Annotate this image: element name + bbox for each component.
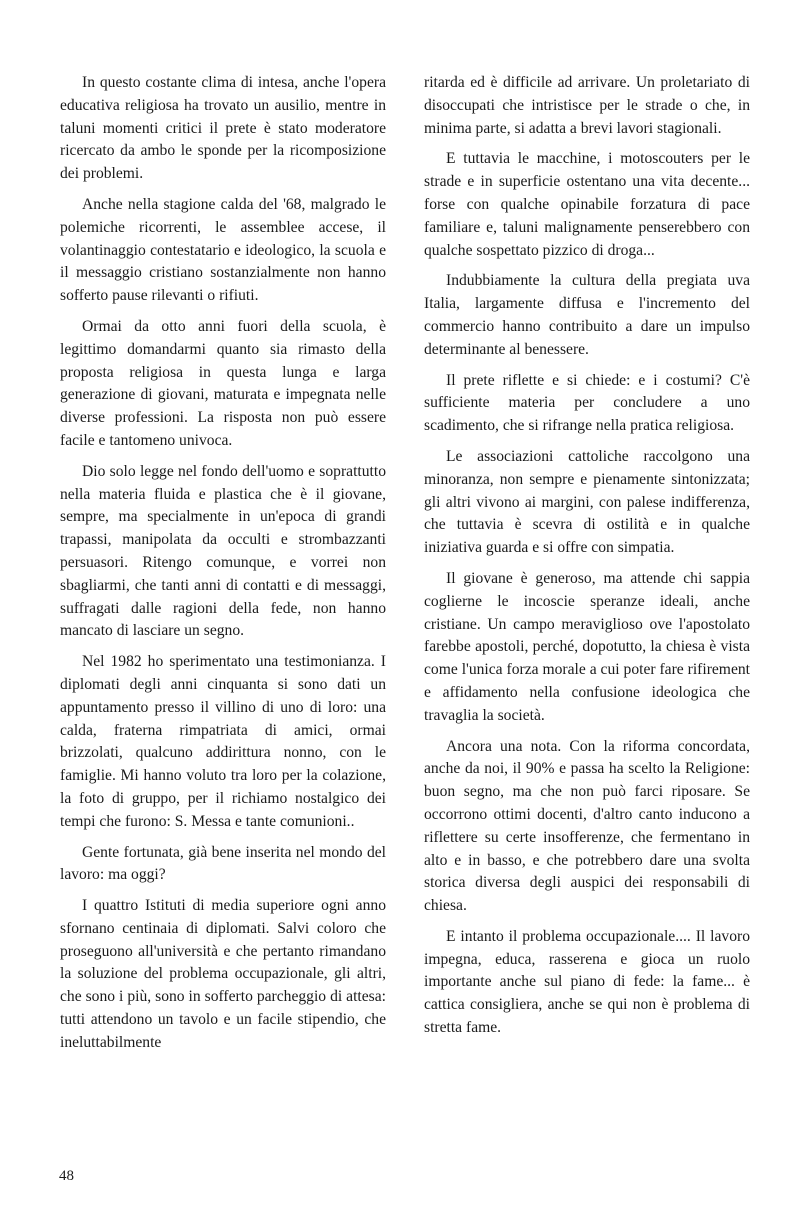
left-text-column	[60, 72, 386, 1063]
paragraph: Gente fortunata, già bene inserita nel mondo del lavoro: ma oggi?	[60, 843, 386, 884]
paragraph: E tuttavia le macchine, i motoscouters per le strade e in superficie ostentano una vita decente... forse con qualche opinabile forzatura di pace familiare e, taluni malignamente penserebbero con qualche sospettato pizzico di droga...	[424, 150, 750, 259]
paragraph: Ancora una nota. Con la riforma concordata, anche da noi, il 90% e passa ha scelto la Religione: buon segno, ma che non può farci riposare. Se occorrono ottimi docenti, d'altro canto inducono a riflettere su certe insofferenze, che fermentano in alto e in basso, e che potrebbero dare una svolta storica diversa degli auspici dei responsabili di chiesa.	[424, 737, 750, 915]
paragraph: Ormai da otto anni fuori della scuola, è legittimo domandarmi quanto sia rimasto della proposta religiosa in questa lunga e larga generazione di giovani, maturata e impegnata nelle diverse professioni. La risposta non può essere facile e tantomeno univoca.	[60, 317, 386, 449]
paragraph: In questo costante clima di intesa, anche l'opera educativa religiosa ha trovato un ausilio, mentre in taluni momenti critici il prete è stato moderatore ricercato da ambo le sponde per la ricomposizione dei problemi.	[60, 74, 386, 183]
right-text-column	[424, 72, 750, 1048]
paragraph: I quattro Istituti di media superiore ogni anno sfornano centinaia di diplomati. Salvi coloro che proseguono all'università e che pertanto rimandano la soluzione del problema occupazionale, gli altri, che sono i più, sono in sofferto parcheggio di attesa: tutti attendono un tavolo e un facile stipendio, che ineluttabilmente	[60, 897, 386, 1051]
page-number: 48	[59, 1168, 74, 1184]
paragraph: Il prete riflette e si chiede: e i costumi? C'è sufficiente materia per concludere a uno scadimento, che si rifrange nella pratica religiosa.	[424, 371, 750, 435]
paragraph: Dio solo legge nel fondo dell'uomo e soprattutto nella materia fluida e plastica che è il giovane, sempre, ma specialmente in un'epoca di grandi trapassi, manipolata da occulti e strombazzanti persuasori. Ritengo comunque, e vorrei non sbagliarmi, che tanti anni di contatti e di messaggi, suffragati dalle ragioni della fede, non hanno mancato di lasciare un segno.	[60, 462, 386, 640]
paragraph: Nel 1982 ho sperimentato una testimonianza. I diplomati degli anni cinquanta si sono dati un appuntamento presso il villino di uno di loro: una calda, fraterna rimpatriata di amici, ormai brizzolati, qualcuno addirittura nonno, con le famiglie. Mi hanno voluto tra loro per la colazione, la foto di gruppo, per il richiamo nostalgico dei tempi che furono: S. Messa e tante comunioni..	[60, 653, 386, 830]
paragraph: Le associazioni cattoliche raccolgono una minoranza, non sempre e pienamente sintonizzata; gli altri vivono ai margini, con palese indifferenza, che tuttavia è scevra di ostilità e in qualche iniziativa guarda e si offre con simpatia.	[424, 447, 750, 557]
paragraph: Il giovane è generoso, ma attende chi sappia coglierne le incoscie speranze ideali, anche cristiane. Un campo meraviglioso ove l'apostolato farebbe apostoli, perché, dopotutto, la chiesa è vista come l'unica forza morale a cui poter fare rifirement e affidamento nella confusione ideologica che travaglia la società.	[424, 569, 750, 724]
paragraph: Anche nella stagione calda del '68, malgrado le polemiche ricorrenti, le assemblee accese, il volantinaggio contestatario e ideologico, la scuola e il messaggio cristiano sostanzialmente non hanno sofferto pause rilevanti o rifiuti.	[60, 195, 386, 305]
paragraph-continued: ritarda ed è difficile ad arrivare. Un proletariato di disoccupati che intristisce per le strade o che, in minima parte, si adatta a brevi lavori stagionali.	[424, 74, 750, 137]
paragraph: Indubbiamente la cultura della pregiata uva Italia, largamente diffusa e l'incremento del commercio hanno contribuito a dare un impulso determinante al benessere.	[424, 272, 750, 358]
paragraph: E intanto il problema occupazionale.... Il lavoro impegna, educa, rasserena e gioca un ruolo importante anche sul piano di fede: la fame... è cattica consigliera, anche se qui non è problema di stretta fame.	[424, 927, 750, 1037]
